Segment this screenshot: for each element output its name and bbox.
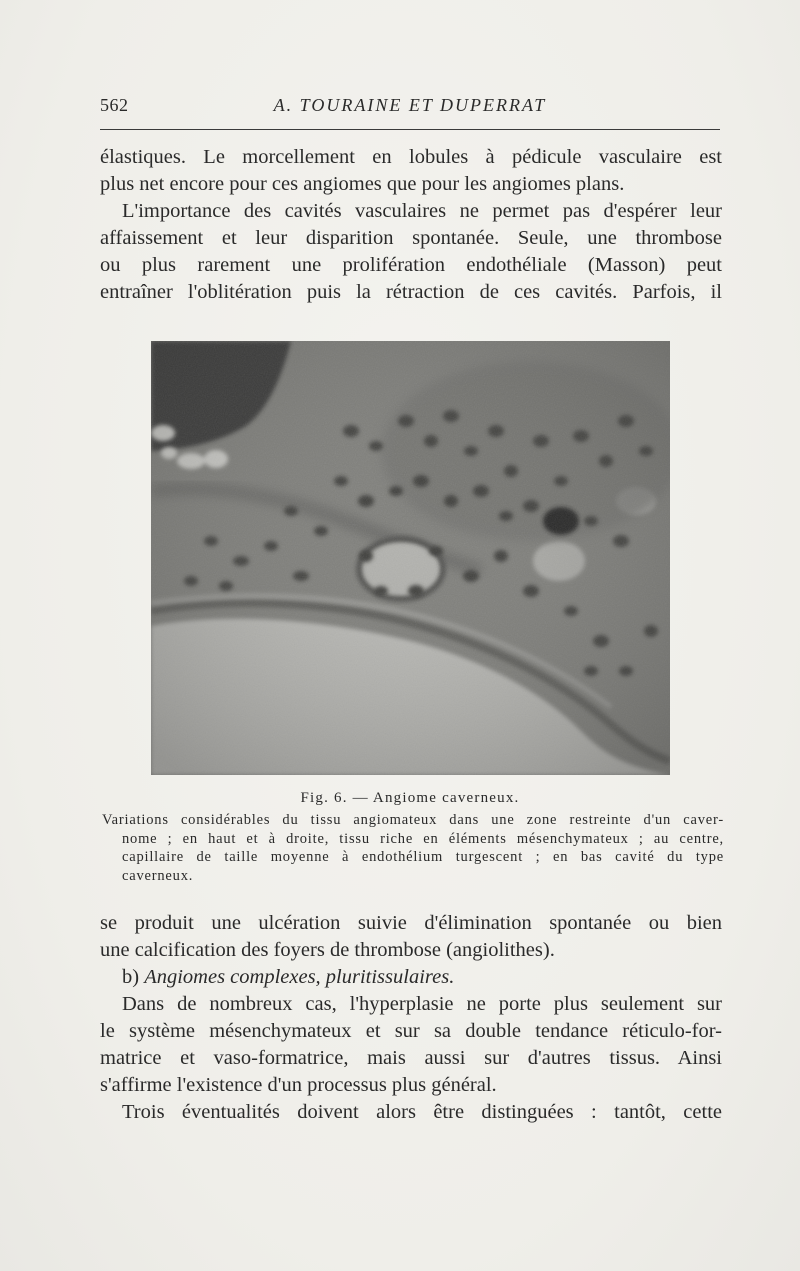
text-line: élastiques. Le morcellement en lobules à pédicule vasculaire est [100, 146, 722, 168]
micrograph-graphic [151, 341, 670, 775]
text-line: plus net encore pour ces angiomes que pour les angiomes plans. [100, 173, 625, 195]
caption-line: nome ; en haut et à droite, tissu riche en éléments mésenchymateux ; au centre, [122, 830, 724, 847]
text-line: se produit une ulcération suivie d'élimination spontanée ou bien [100, 912, 722, 934]
running-head: A. TOURAINE ET DUPERRAT [273, 95, 547, 115]
text-line: L'importance des cavités vasculaires ne permet pas d'espérer leur [122, 200, 722, 222]
micrograph-image [151, 341, 670, 775]
text-line: affaissement et leur disparition spontanée. Seule, une thrombose [100, 227, 722, 249]
text-line: ou plus rarement une prolifération endothéliale (Masson) peut [100, 254, 722, 276]
text-line: une calcification des foyers de thrombose (angiolithes). [100, 939, 555, 961]
text-line: Trois éventualités doivent alors être distinguées : tantôt, cette [122, 1101, 722, 1123]
body-paragraph-bottom [100, 910, 722, 1126]
text-line: Dans de nombreux cas, l'hyperplasie ne porte plus seulement sur [122, 993, 722, 1015]
section-heading [100, 964, 722, 991]
caption-line: Variations considérables du tissu angiomateux dans une zone restreinte d'un caver- [102, 812, 724, 828]
caption-line: capillaire de taille moyenne à endothélium turgescent ; en bas cavité du type [122, 849, 724, 865]
figure-caption [102, 811, 724, 885]
text-line: s'affirme l'existence d'un processus plus général. [100, 1074, 497, 1096]
page-header [100, 95, 720, 125]
section-prefix: b) [122, 966, 145, 988]
text-line: le système mésenchymateux et sur sa double tendance réticulo-for- [100, 1020, 722, 1042]
figure-label: Fig. 6. — Angiome caverneux. [300, 790, 520, 806]
page-number: 562 [100, 95, 129, 115]
body-paragraph-top [100, 144, 722, 306]
header-rule [100, 129, 720, 130]
text-line: entraîner l'oblitération puis la rétraction de ces cavités. Parfois, il [100, 281, 722, 303]
caption-line: caverneux. [122, 867, 194, 884]
section-title: Angiomes complexes, pluritissulaires. [144, 966, 455, 988]
text-line: matrice et vaso-formatrice, mais aussi sur d'autres tissus. Ainsi [100, 1047, 722, 1069]
